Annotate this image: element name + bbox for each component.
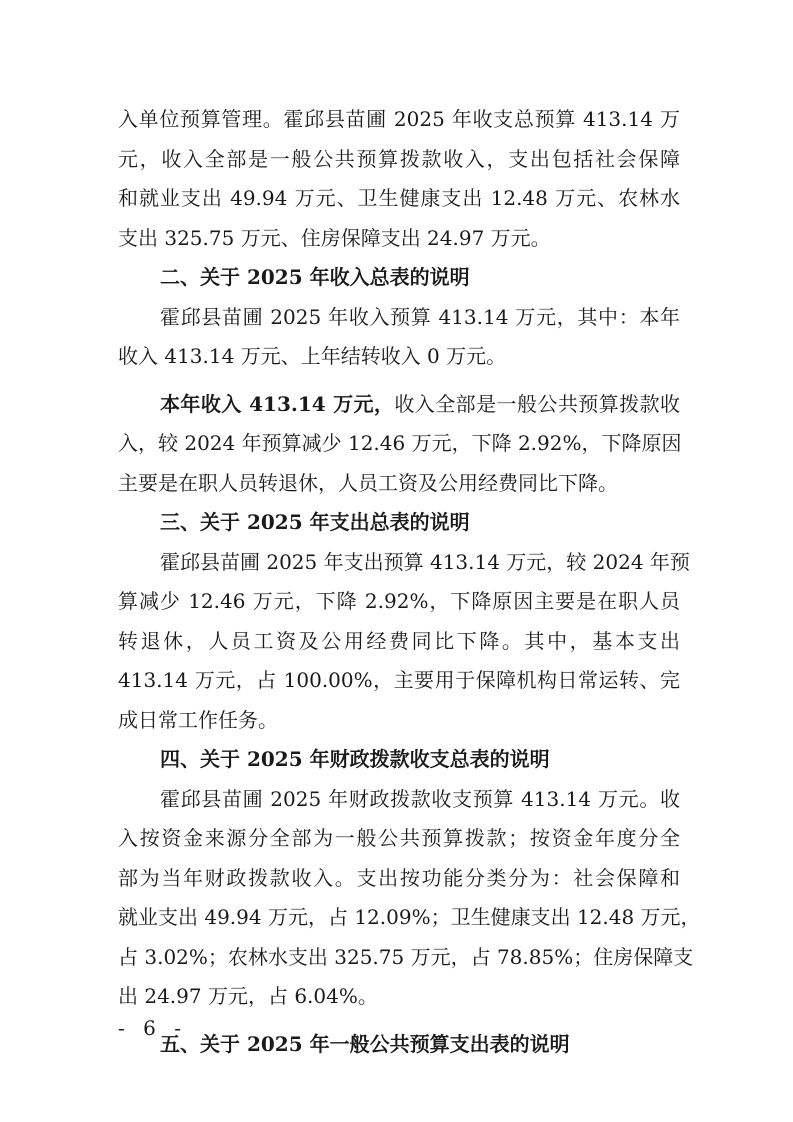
section-heading-expenditure: 三、关于 2025 年支出总表的说明	[160, 510, 470, 534]
page-number: - 6 -	[118, 1016, 187, 1040]
paragraph-income-budget	[118, 298, 680, 377]
document-body	[118, 100, 701, 1064]
bold-lead-text: 本年收入 413.14 万元，	[160, 391, 395, 416]
text-line: 成日常工作任务。	[118, 707, 278, 732]
text-line: 入按资金来源分全部为一般公共预算拨款；按资金年度分全	[118, 826, 680, 850]
text-line: 入单位预算管理。霍邱县苗圃 2025 年收支总预算 413.14 万	[118, 107, 680, 131]
paragraph-expenditure-budget	[118, 543, 690, 741]
text-line: 占 3.02%；农林水支出 325.75 万元，占 78.85%；住房保障支	[118, 944, 694, 969]
text-fragment: 收入全部是一般公共预算拨款收	[394, 391, 681, 416]
text-line: 霍邱县苗圃 2025 年财政拨款收支预算 413.14 万元。收	[160, 786, 680, 811]
section-heading-general-public-budget: 五、关于 2025 年一般公共预算支出表的说明	[160, 1031, 570, 1056]
text-line: 算减少 12.46 万元，下降 2.92%，下降原因主要是在职人员	[118, 589, 680, 613]
text-line: 转退休，人员工资及公用经费同比下降。其中，基本支出	[118, 628, 680, 653]
text-line: 部为当年财政拨款收入。支出按功能分类分为：社会保障和	[118, 865, 680, 890]
text-line: 霍邱县苗圃 2025 年支出预算 413.14 万元，较 2024 年预	[160, 549, 690, 574]
text-line: 支出 325.75 万元、住房保障支出 24.97 万元。	[118, 225, 551, 250]
paragraph-budget-summary	[118, 100, 680, 258]
text-line: 413.14 万元，占 100.00%，主要用于保障机构日常运转、完	[118, 668, 680, 692]
text-line	[118, 385, 680, 425]
text-line: 就业支出 49.94 万元，占 12.09%；卫生健康支出 12.48 万元，	[118, 905, 701, 929]
text-line: 出 24.97 万元，占 6.04%。	[118, 984, 378, 1008]
paragraph-current-year-income	[118, 385, 680, 504]
text-line: 入，较 2024 年预算减少 12.46 万元，下降 2.92%，下降原因	[118, 431, 682, 455]
text-line: 霍邱县苗圃 2025 年收入预算 413.14 万元，其中：本年	[160, 304, 680, 329]
section-heading-income: 二、关于 2025 年收入总表的说明	[160, 265, 470, 289]
section-heading-fiscal-appropriation: 四、关于 2025 年财政拨款收支总表的说明	[160, 747, 550, 771]
text-line: 和就业支出 49.94 万元、卫生健康支出 12.48 万元、农林水	[118, 186, 680, 210]
text-line: 主要是在职人员转退休，人员工资及公用经费同比下降。	[118, 470, 618, 495]
paragraph-fiscal-appropriation	[118, 780, 701, 1017]
text-line: 元，收入全部是一般公共预算拨款收入，支出包括社会保障	[118, 146, 680, 171]
text-line: 收入 413.14 万元、上年结转收入 0 万元。	[118, 344, 507, 368]
